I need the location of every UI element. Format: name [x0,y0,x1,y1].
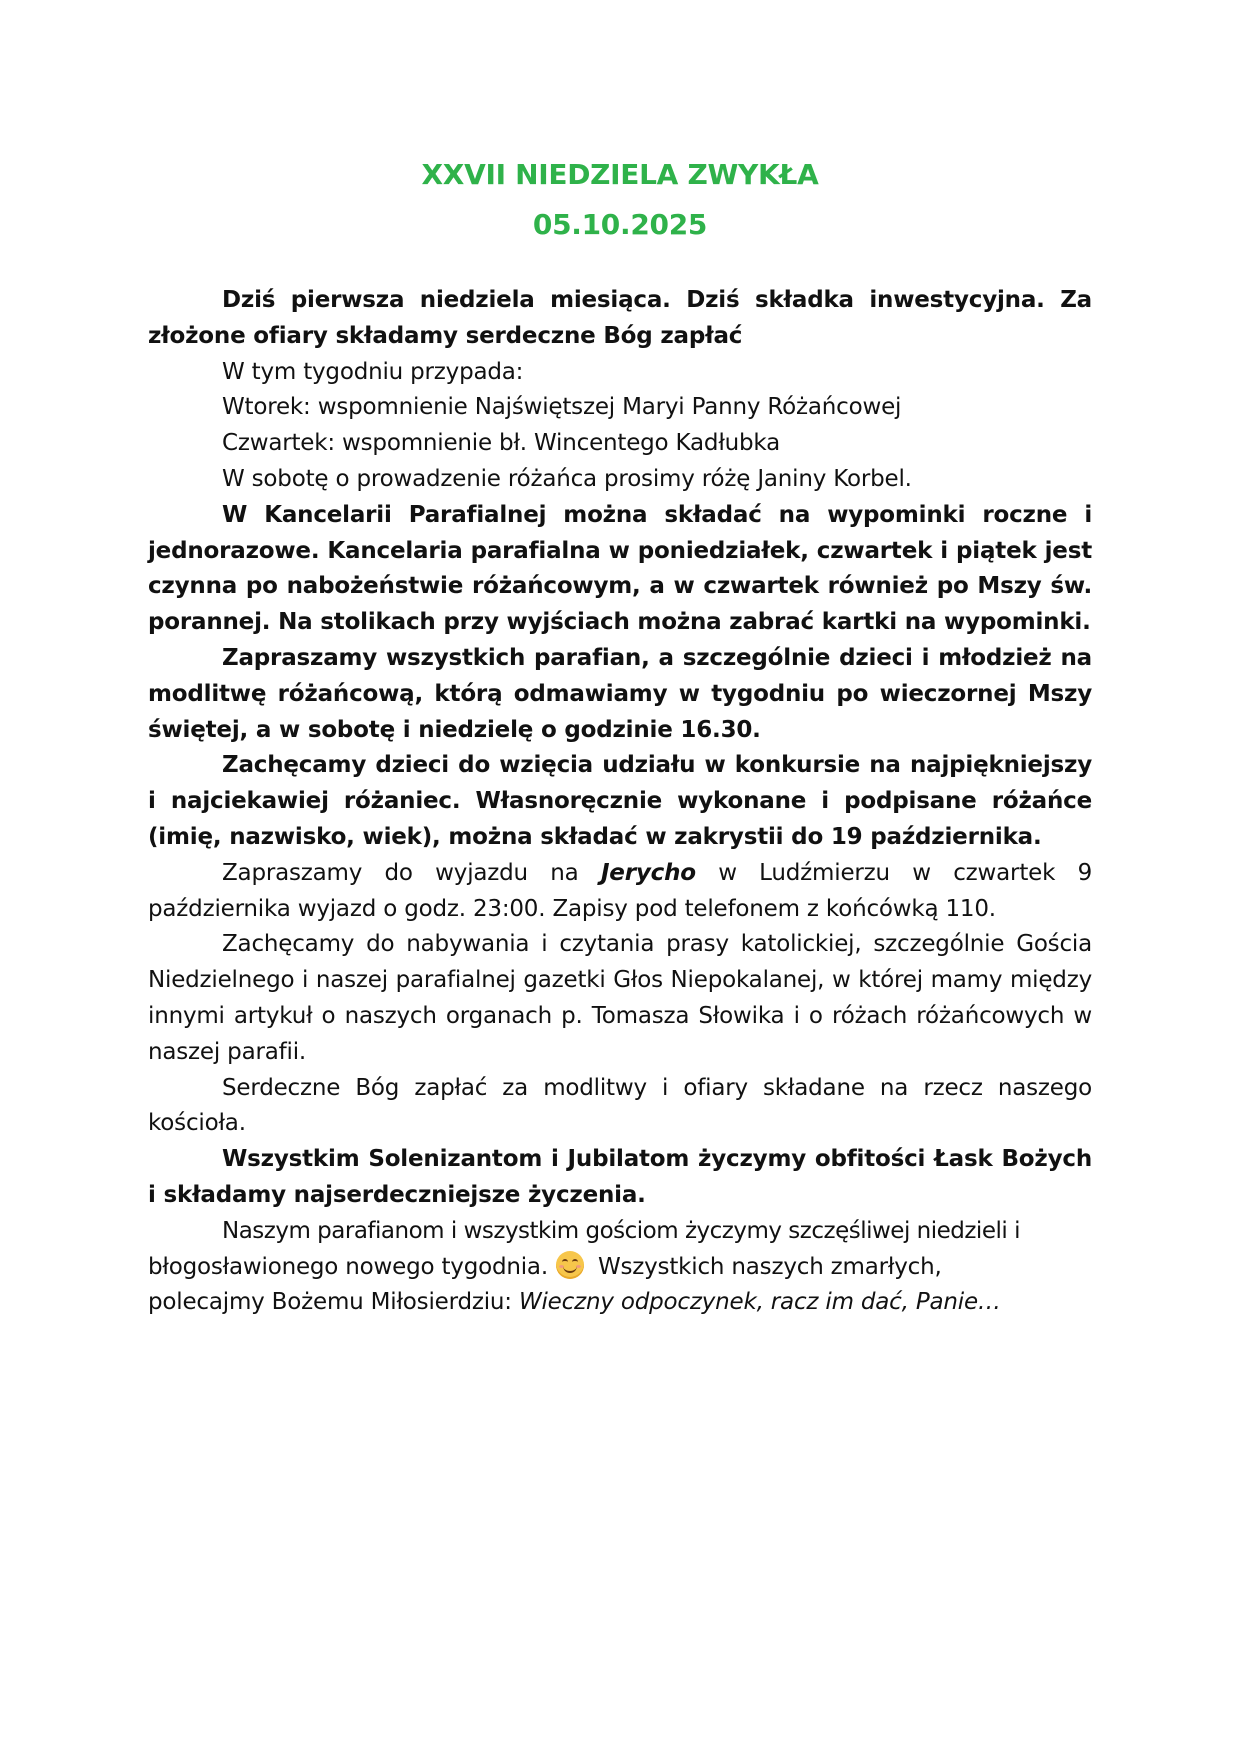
smiling-face-icon [556,1251,584,1279]
announcement-first-sunday: Dziś pierwsza niedziela miesiąca. Dziś składka inwestycyjna. Za złożone ofiary składamy serdeczne Bóg zapłać [148,287,1092,349]
announcement-tuesday: Wtorek: wspomnienie Najświętszej Maryi Panny Różańcowej [222,394,902,421]
closing-deceased-text: Wszystkich naszych zmarłych, [597,1253,942,1280]
closing-prayer-text: Wieczny odpoczynek, racz im dać, Panie… [518,1289,1001,1316]
announcement-pilgrimage [148,856,1092,928]
pilgrimage-text-after: w Ludźmierzu w czwartek 9 października wyjazd o godz. 23:00. Zapisy pod telefonem z końcówką 110. [148,859,1092,922]
announcement-rosary-prayer: Zapraszamy wszystkich parafian, a szczególnie dzieci i młodzież na modlitwę różańcową, którą odmawiamy w tygodniu po wieczornej Mszy świętej, a w sobotę i niedzielę o godzinie 16.30. [148,644,1092,743]
announcements-body [148,283,1092,1321]
announcement-wishes: Wszystkim Solenizantom i Jubilatom życzymy obfitości Łask Bożych i składamy najserdeczniejsze życzenia. [148,1146,1092,1208]
announcement-parish-office: W Kancelarii Parafialnej można składać na wypominki roczne i jednorazowe. Kancelaria parafialna w poniedziałek, czwartek i piątek jest czynna po nabożeństwie różańcowym, a w czwartek również po Mszy św. porannej. Na stolikach przy wyjściach można zabrać kartki na wypominki. [148,501,1092,636]
announcement-catholic-press: Zachęcamy do nabywania i czytania prasy katolickiej, szczególnie Gościa Niedzielnego i naszej parafialnej gazetki Głos Niepokalanej, w której mamy między innymi artykuł o naszych organach p. Tomasza Słowika i o różach różańcowych w naszej parafii. [148,931,1092,1065]
announcement-closing-line1: Naszym parafianom i wszystkim gościom życzymy szczęśliwej niedzieli i [222,1217,1020,1244]
announcement-closing-line3 [148,1285,1092,1321]
announcement-thursday: Czwartek: wspomnienie bł. Wincentego Kadłubka [222,430,781,457]
pilgrimage-text-before: Zapraszamy do wyjazdu na [222,859,601,886]
announcement-thanks: Serdeczne Bóg zapłać za modlitwy i ofiary składane na rzecz naszego kościoła. [148,1074,1092,1137]
page-date: 05.10.2025 [532,208,708,241]
closing-mercy-text: polecajmy Bożemu Miłosierdziu: [148,1289,519,1316]
announcement-week-intro: W tym tygodniu przypada: [222,358,524,385]
page-title: XXVII NIEDZIELA ZWYKŁA [421,158,819,191]
pilgrimage-place: Jerycho [600,859,696,886]
announcement-saturday: W sobotę o prowadzenie różańca prosimy różę Janiny Korbel. [222,465,912,492]
announcement-rosary-contest: Zachęcamy dzieci do wzięcia udziału w konkursie na najpiękniejszy i najciekawiej różaniec. Własnoręcznie wykonane i podpisane różańce (imię, nazwisko, wiek), można składać w zakrystii do 19 października. [148,752,1092,850]
closing-blessing-text: błogosławionego nowego tygodnia. [148,1253,548,1280]
bulletin-header [0,150,1240,250]
announcement-closing-line2 [148,1250,1092,1286]
